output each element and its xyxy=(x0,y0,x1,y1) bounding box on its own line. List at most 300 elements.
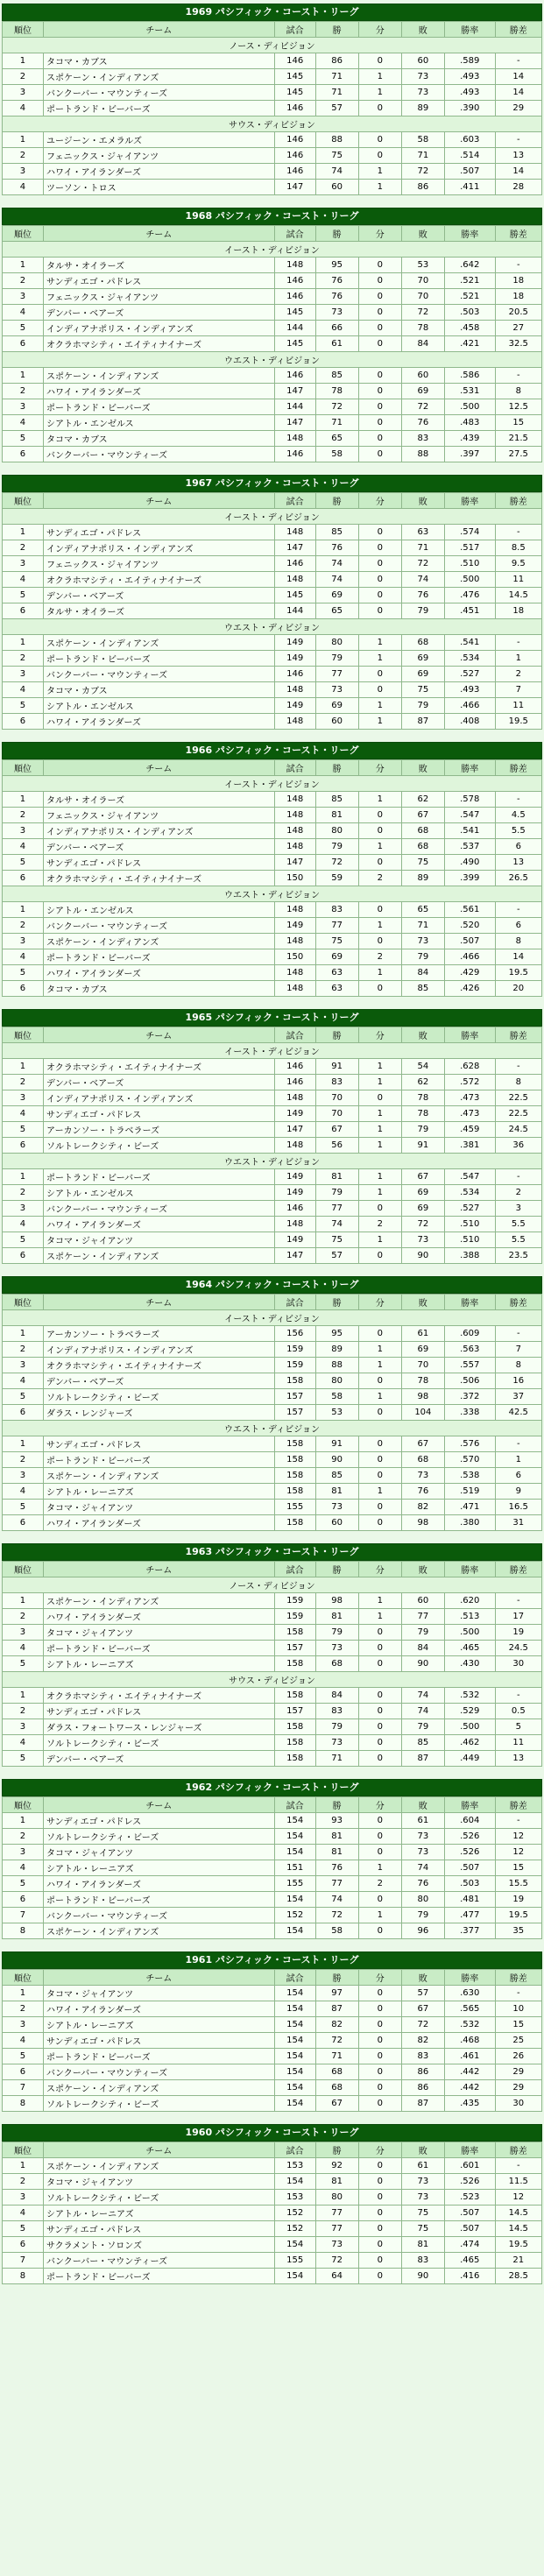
table-row xyxy=(3,1892,542,1908)
cell-games: 155 xyxy=(274,1876,315,1892)
cell-ties: 0 xyxy=(358,1829,401,1845)
cell-rank: 2 xyxy=(3,384,44,399)
table-row xyxy=(3,572,542,588)
table-row xyxy=(3,965,542,981)
cell-gb: 27.5 xyxy=(495,447,541,462)
cell-pct: .532 xyxy=(444,2017,495,2033)
cell-rank: 3 xyxy=(3,823,44,839)
cell-rank: 5 xyxy=(3,1656,44,1672)
cell-wins: 79 xyxy=(315,839,358,855)
cell-wins: 79 xyxy=(315,1185,358,1201)
cell-losses: 78 xyxy=(401,321,444,336)
cell-losses: 76 xyxy=(401,1876,444,1892)
cell-wins: 68 xyxy=(315,2064,358,2080)
cell-ties: 1 xyxy=(358,965,401,981)
cell-games: 154 xyxy=(274,1845,315,1860)
cell-wins: 73 xyxy=(315,1735,358,1751)
table-row xyxy=(3,1232,542,1248)
cell-losses: 96 xyxy=(401,1923,444,1939)
cell-pct: .380 xyxy=(444,1515,495,1531)
cell-wins: 80 xyxy=(315,1373,358,1389)
cell-wins: 73 xyxy=(315,1641,358,1656)
cell-gb: 28.5 xyxy=(495,2269,541,2284)
cell-wins: 56 xyxy=(315,1138,358,1154)
division-name: ウエスト・ディビジョン xyxy=(3,352,542,368)
cell-games: 154 xyxy=(274,2080,315,2096)
cell-rank: 4 xyxy=(3,305,44,321)
cell-games: 158 xyxy=(274,1484,315,1500)
cell-pct: .449 xyxy=(444,1751,495,1767)
cell-team: フェニックス・ジャイアンツ xyxy=(43,808,274,823)
header-row xyxy=(3,22,542,38)
cell-losses: 83 xyxy=(401,2049,444,2064)
cell-team: ソルトレークシティ・ビーズ xyxy=(43,1138,274,1154)
cell-wins: 81 xyxy=(315,808,358,823)
cell-team: サンディエゴ・パドレス xyxy=(43,1436,274,1452)
cell-ties: 0 xyxy=(358,823,401,839)
cell-games: 158 xyxy=(274,1436,315,1452)
cell-rank: 6 xyxy=(3,1405,44,1421)
cell-team: ポートランド・ビーバーズ xyxy=(43,2269,274,2284)
column-header-gb: 勝差 xyxy=(495,1797,541,1813)
cell-wins: 85 xyxy=(315,1468,358,1484)
cell-ties: 1 xyxy=(358,1609,401,1625)
cell-rank: 4 xyxy=(3,1106,44,1122)
cell-wins: 60 xyxy=(315,714,358,730)
cell-rank: 3 xyxy=(3,934,44,949)
cell-pct: .500 xyxy=(444,572,495,588)
cell-ties: 2 xyxy=(358,949,401,965)
table-row xyxy=(3,2253,542,2269)
cell-games: 146 xyxy=(274,556,315,572)
cell-ties: 1 xyxy=(358,1059,401,1075)
table-row xyxy=(3,447,542,462)
cell-pct: .474 xyxy=(444,2237,495,2253)
cell-rank: 1 xyxy=(3,1593,44,1609)
cell-ties: 1 xyxy=(358,792,401,808)
cell-losses: 71 xyxy=(401,148,444,164)
table-row xyxy=(3,823,542,839)
division-name: ウエスト・ディビジョン xyxy=(3,1421,542,1436)
cell-gb: 22.5 xyxy=(495,1106,541,1122)
cell-losses: 75 xyxy=(401,2221,444,2237)
column-header-team: チーム xyxy=(43,760,274,776)
cell-rank: 5 xyxy=(3,698,44,714)
column-header-ties: 分 xyxy=(358,1970,401,1986)
cell-gb: 19.5 xyxy=(495,1908,541,1923)
column-header-pct: 勝率 xyxy=(444,2142,495,2158)
cell-ties: 0 xyxy=(358,556,401,572)
cell-rank: 6 xyxy=(3,1515,44,1531)
cell-losses: 90 xyxy=(401,1248,444,1264)
cell-pct: .507 xyxy=(444,164,495,180)
column-header-games: 試合 xyxy=(274,2142,315,2158)
cell-gb: 17 xyxy=(495,1609,541,1625)
cell-losses: 68 xyxy=(401,823,444,839)
cell-ties: 0 xyxy=(358,572,401,588)
cell-gb: - xyxy=(495,635,541,651)
cell-rank: 2 xyxy=(3,273,44,289)
cell-ties: 0 xyxy=(358,1201,401,1217)
column-header-team: チーム xyxy=(43,226,274,242)
header-row xyxy=(3,1027,542,1043)
cell-pct: .513 xyxy=(444,1609,495,1625)
cell-ties: 0 xyxy=(358,1813,401,1829)
cell-rank: 5 xyxy=(3,321,44,336)
column-header-gb: 勝差 xyxy=(495,2142,541,2158)
cell-gb: 11 xyxy=(495,572,541,588)
table-row xyxy=(3,588,542,603)
cell-pct: .586 xyxy=(444,368,495,384)
table-row xyxy=(3,2033,542,2049)
table-row xyxy=(3,1059,542,1075)
cell-games: 148 xyxy=(274,1090,315,1106)
cell-team: オクラホマシティ・エイティナイナーズ xyxy=(43,1688,274,1704)
cell-ties: 0 xyxy=(358,321,401,336)
cell-rank: 2 xyxy=(3,69,44,85)
cell-pct: .429 xyxy=(444,965,495,981)
cell-team: デンバー・ベアーズ xyxy=(43,588,274,603)
cell-ties: 0 xyxy=(358,981,401,997)
cell-wins: 76 xyxy=(315,289,358,305)
column-header-team: チーム xyxy=(43,1027,274,1043)
cell-ties: 0 xyxy=(358,368,401,384)
cell-wins: 77 xyxy=(315,1201,358,1217)
cell-gb: 8 xyxy=(495,1075,541,1090)
table-row xyxy=(3,855,542,871)
cell-ties: 0 xyxy=(358,682,401,698)
cell-gb: 11 xyxy=(495,1735,541,1751)
cell-losses: 73 xyxy=(401,1468,444,1484)
cell-losses: 54 xyxy=(401,1059,444,1075)
table-row xyxy=(3,415,542,431)
cell-ties: 0 xyxy=(358,1625,401,1641)
cell-ties: 0 xyxy=(358,336,401,352)
cell-gb: 0.5 xyxy=(495,1704,541,1719)
column-header-games: 試合 xyxy=(274,1295,315,1310)
cell-games: 158 xyxy=(274,1468,315,1484)
season-standings xyxy=(2,742,542,997)
standings-table xyxy=(2,1294,542,1531)
cell-rank: 8 xyxy=(3,2269,44,2284)
table-row xyxy=(3,1468,542,1484)
cell-losses: 98 xyxy=(401,1515,444,1531)
cell-wins: 76 xyxy=(315,540,358,556)
cell-ties: 1 xyxy=(358,839,401,855)
cell-ties: 1 xyxy=(358,714,401,730)
season-title: 1968 パシフィック・コースト・リーグ xyxy=(2,208,542,225)
cell-team: オクラホマシティ・エイティナイナーズ xyxy=(43,572,274,588)
division-row xyxy=(3,242,542,258)
cell-gb: 19.5 xyxy=(495,2237,541,2253)
table-row xyxy=(3,2269,542,2284)
header-row xyxy=(3,2142,542,2158)
cell-gb: 29 xyxy=(495,2064,541,2080)
table-row xyxy=(3,1138,542,1154)
cell-games: 145 xyxy=(274,69,315,85)
cell-ties: 0 xyxy=(358,902,401,918)
cell-games: 148 xyxy=(274,981,315,997)
cell-wins: 85 xyxy=(315,368,358,384)
cell-pct: .458 xyxy=(444,321,495,336)
cell-games: 148 xyxy=(274,934,315,949)
cell-losses: 87 xyxy=(401,2096,444,2112)
cell-pct: .526 xyxy=(444,2174,495,2190)
cell-gb: - xyxy=(495,902,541,918)
table-row xyxy=(3,164,542,180)
cell-ties: 1 xyxy=(358,1389,401,1405)
cell-pct: .510 xyxy=(444,1232,495,1248)
cell-losses: 85 xyxy=(401,981,444,997)
cell-wins: 72 xyxy=(315,2033,358,2049)
cell-pct: .381 xyxy=(444,1138,495,1154)
cell-ties: 0 xyxy=(358,588,401,603)
cell-rank: 5 xyxy=(3,2221,44,2237)
cell-team: スポケーン・インディアンズ xyxy=(43,2080,274,2096)
cell-rank: 3 xyxy=(3,164,44,180)
cell-games: 146 xyxy=(274,164,315,180)
cell-pct: .493 xyxy=(444,69,495,85)
table-row xyxy=(3,603,542,619)
cell-team: ソルトレークシティ・ビーズ xyxy=(43,1735,274,1751)
column-header-pct: 勝率 xyxy=(444,760,495,776)
cell-wins: 71 xyxy=(315,415,358,431)
division-row xyxy=(3,1154,542,1169)
cell-games: 154 xyxy=(274,1892,315,1908)
table-row xyxy=(3,1342,542,1358)
cell-ties: 0 xyxy=(358,525,401,540)
cell-gb: 6 xyxy=(495,839,541,855)
cell-wins: 75 xyxy=(315,934,358,949)
cell-rank: 1 xyxy=(3,525,44,540)
table-row xyxy=(3,2237,542,2253)
column-header-pct: 勝率 xyxy=(444,1295,495,1310)
cell-wins: 60 xyxy=(315,1515,358,1531)
table-row xyxy=(3,1201,542,1217)
cell-pct: .466 xyxy=(444,949,495,965)
table-row xyxy=(3,101,542,116)
cell-rank: 2 xyxy=(3,1704,44,1719)
division-row xyxy=(3,1421,542,1436)
cell-pct: .630 xyxy=(444,1986,495,2001)
cell-team: スポケーン・インディアンズ xyxy=(43,1923,274,1939)
cell-team: デンバー・ベアーズ xyxy=(43,1373,274,1389)
cell-wins: 53 xyxy=(315,1405,358,1421)
cell-gb: 12.5 xyxy=(495,399,541,415)
cell-games: 148 xyxy=(274,258,315,273)
cell-pct: .510 xyxy=(444,1217,495,1232)
cell-gb: 16.5 xyxy=(495,1500,541,1515)
column-header-team: チーム xyxy=(43,2142,274,2158)
table-row xyxy=(3,871,542,886)
table-row xyxy=(3,2017,542,2033)
cell-wins: 59 xyxy=(315,871,358,886)
cell-gb: - xyxy=(495,2158,541,2174)
table-row xyxy=(3,258,542,273)
cell-pct: .465 xyxy=(444,2253,495,2269)
cell-games: 158 xyxy=(274,1656,315,1672)
cell-gb: 14.5 xyxy=(495,588,541,603)
cell-rank: 5 xyxy=(3,1389,44,1405)
cell-wins: 93 xyxy=(315,1813,358,1829)
cell-ties: 0 xyxy=(358,2174,401,2190)
cell-wins: 61 xyxy=(315,336,358,352)
table-row xyxy=(3,1593,542,1609)
cell-team: タコマ・ジャイアンツ xyxy=(43,1986,274,2001)
standings-table xyxy=(2,1561,542,1767)
cell-games: 146 xyxy=(274,289,315,305)
cell-wins: 77 xyxy=(315,2205,358,2221)
cell-ties: 0 xyxy=(358,1468,401,1484)
cell-ties: 0 xyxy=(358,1452,401,1468)
cell-team: インディアナポリス・インディアンズ xyxy=(43,1342,274,1358)
cell-pct: .408 xyxy=(444,714,495,730)
table-row xyxy=(3,305,542,321)
cell-pct: .416 xyxy=(444,2269,495,2284)
cell-gb: - xyxy=(495,258,541,273)
column-header-rank: 順位 xyxy=(3,22,44,38)
cell-rank: 3 xyxy=(3,1625,44,1641)
cell-games: 154 xyxy=(274,2049,315,2064)
cell-team: バンクーバー・マウンティーズ xyxy=(43,667,274,682)
table-row xyxy=(3,2001,542,2017)
season-title: 1961 パシフィック・コースト・リーグ xyxy=(2,1951,542,1969)
cell-wins: 71 xyxy=(315,69,358,85)
cell-gb: 5 xyxy=(495,1719,541,1735)
table-row xyxy=(3,1326,542,1342)
cell-wins: 77 xyxy=(315,2221,358,2237)
cell-team: タコマ・カブス xyxy=(43,431,274,447)
cell-team: デンバー・ベアーズ xyxy=(43,1075,274,1090)
cell-team: シアトル・レーニアズ xyxy=(43,1484,274,1500)
table-row xyxy=(3,1185,542,1201)
cell-pct: .439 xyxy=(444,431,495,447)
cell-pct: .574 xyxy=(444,525,495,540)
cell-losses: 79 xyxy=(401,1625,444,1641)
cell-pct: .527 xyxy=(444,667,495,682)
cell-ties: 0 xyxy=(358,2190,401,2205)
cell-pct: .628 xyxy=(444,1059,495,1075)
cell-games: 146 xyxy=(274,132,315,148)
cell-losses: 73 xyxy=(401,1232,444,1248)
cell-games: 157 xyxy=(274,1704,315,1719)
cell-rank: 4 xyxy=(3,572,44,588)
cell-gb: 25 xyxy=(495,2033,541,2049)
column-header-losses: 敗 xyxy=(401,226,444,242)
table-row xyxy=(3,1986,542,2001)
cell-wins: 86 xyxy=(315,53,358,69)
cell-losses: 75 xyxy=(401,855,444,871)
cell-rank: 6 xyxy=(3,2237,44,2253)
season-standings xyxy=(2,1009,542,1264)
cell-rank: 1 xyxy=(3,1326,44,1342)
cell-ties: 1 xyxy=(358,1138,401,1154)
cell-losses: 62 xyxy=(401,1075,444,1090)
table-row xyxy=(3,1436,542,1452)
cell-losses: 53 xyxy=(401,258,444,273)
table-row xyxy=(3,368,542,384)
division-row xyxy=(3,509,542,525)
column-header-losses: 敗 xyxy=(401,1027,444,1043)
cell-games: 157 xyxy=(274,1641,315,1656)
cell-rank: 4 xyxy=(3,1641,44,1656)
cell-losses: 74 xyxy=(401,572,444,588)
cell-rank: 1 xyxy=(3,368,44,384)
column-header-games: 試合 xyxy=(274,22,315,38)
cell-team: インディアナポリス・インディアンズ xyxy=(43,321,274,336)
cell-games: 146 xyxy=(274,1059,315,1075)
cell-team: ポートランド・ビーバーズ xyxy=(43,1892,274,1908)
column-header-ties: 分 xyxy=(358,1797,401,1813)
cell-pct: .565 xyxy=(444,2001,495,2017)
cell-team: シアトル・エンゼルス xyxy=(43,698,274,714)
cell-games: 148 xyxy=(274,714,315,730)
cell-pct: .493 xyxy=(444,85,495,101)
column-header-ties: 分 xyxy=(358,1562,401,1577)
cell-games: 159 xyxy=(274,1609,315,1625)
cell-wins: 71 xyxy=(315,2049,358,2064)
cell-pct: .519 xyxy=(444,1484,495,1500)
column-header-gb: 勝差 xyxy=(495,226,541,242)
cell-gb: 20.5 xyxy=(495,305,541,321)
cell-losses: 67 xyxy=(401,1436,444,1452)
cell-wins: 74 xyxy=(315,164,358,180)
cell-pct: .547 xyxy=(444,1169,495,1185)
cell-losses: 86 xyxy=(401,180,444,195)
cell-games: 158 xyxy=(274,1719,315,1735)
cell-gb: 14 xyxy=(495,69,541,85)
cell-wins: 68 xyxy=(315,1656,358,1672)
cell-team: ハワイ・アイランダーズ xyxy=(43,1609,274,1625)
cell-wins: 81 xyxy=(315,1609,358,1625)
cell-losses: 81 xyxy=(401,2237,444,2253)
cell-wins: 82 xyxy=(315,2017,358,2033)
cell-pct: .500 xyxy=(444,399,495,415)
cell-games: 155 xyxy=(274,1500,315,1515)
cell-ties: 0 xyxy=(358,415,401,431)
cell-pct: .521 xyxy=(444,273,495,289)
division-name: サウス・ディビジョン xyxy=(3,1672,542,1688)
cell-wins: 78 xyxy=(315,384,358,399)
cell-ties: 0 xyxy=(358,934,401,949)
cell-ties: 0 xyxy=(358,2269,401,2284)
cell-rank: 4 xyxy=(3,1484,44,1500)
column-header-pct: 勝率 xyxy=(444,493,495,509)
cell-gb: - xyxy=(495,792,541,808)
cell-losses: 88 xyxy=(401,447,444,462)
cell-gb: - xyxy=(495,1169,541,1185)
cell-games: 144 xyxy=(274,321,315,336)
season-standings xyxy=(2,475,542,730)
cell-losses: 70 xyxy=(401,289,444,305)
cell-gb: 5.5 xyxy=(495,1217,541,1232)
cell-rank: 1 xyxy=(3,53,44,69)
cell-gb: 12 xyxy=(495,1845,541,1860)
cell-losses: 89 xyxy=(401,101,444,116)
cell-gb: 7 xyxy=(495,682,541,698)
cell-pct: .526 xyxy=(444,1845,495,1860)
cell-games: 149 xyxy=(274,1106,315,1122)
cell-gb: 31 xyxy=(495,1515,541,1531)
cell-games: 149 xyxy=(274,698,315,714)
cell-games: 149 xyxy=(274,651,315,667)
cell-pct: .570 xyxy=(444,1452,495,1468)
standings-table xyxy=(2,1796,542,1939)
season-title: 1965 パシフィック・コースト・リーグ xyxy=(2,1009,542,1027)
table-row xyxy=(3,1704,542,1719)
cell-losses: 84 xyxy=(401,965,444,981)
cell-games: 146 xyxy=(274,53,315,69)
